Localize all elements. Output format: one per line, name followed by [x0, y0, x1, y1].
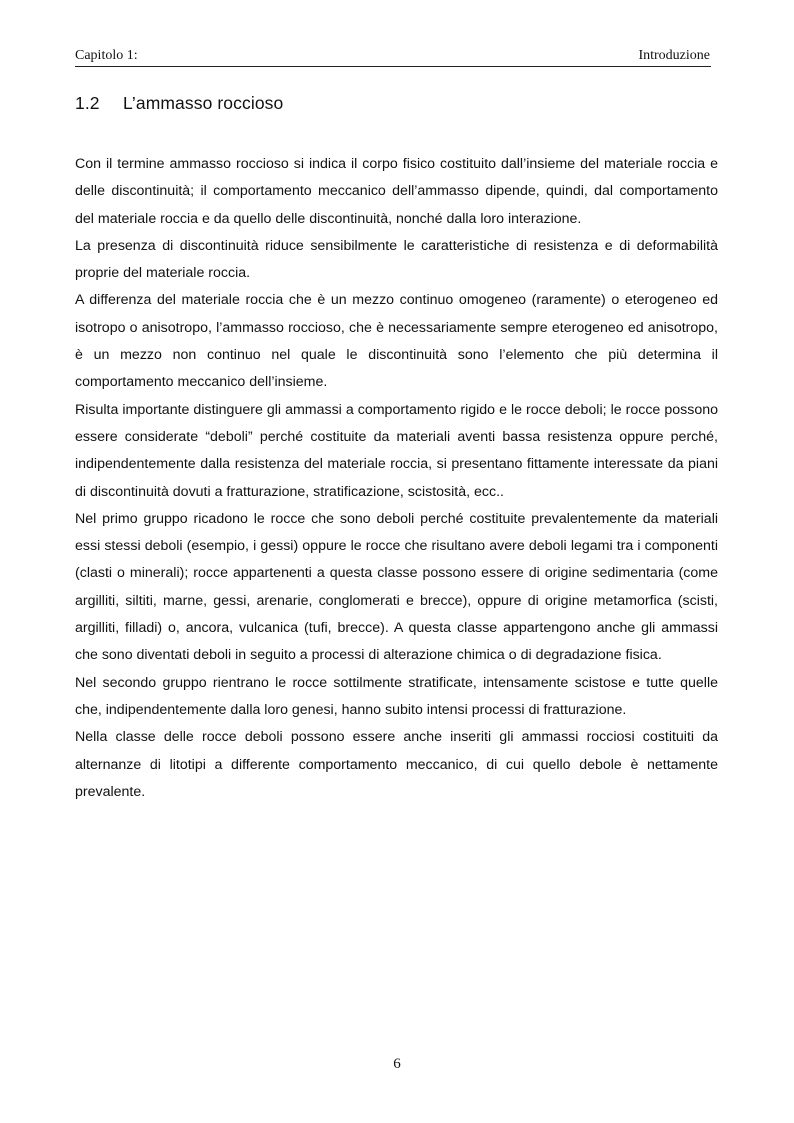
paragraph: Nel primo gruppo ricadono le rocce che sono deboli perché costituite prevalentemente da materiali essi stessi deboli (esempio, i gessi) oppure le rocce che risultano avere deboli legami tra i componenti (clasti o minerali); rocce appartenenti a questa classe possono essere di origine sedimentaria (come argilliti, siltiti, marne, gessi, arenarie, conglomerati e brecce), oppure di origine metamorfica (scisti, argilliti, filladi) o, ancora, vulcanica (tufi, brecce). A questa classe appartengono anche gli ammassi che sono diventati deboli in seguito a processi di alterazione chimica o di degradazione fisica.: [75, 510, 718, 664]
header-topic: Introduzione: [638, 48, 710, 63]
page-number: 6: [393, 1056, 401, 1072]
paragraph: Nella classe delle rocce deboli possono essere anche inseriti gli ammassi rocciosi costituiti da alternanze di litotipi a differente comportamento meccanico, di cui quello debole è nettamente prevalente.: [75, 729, 718, 800]
section-title: L’ammasso roccioso: [123, 93, 284, 113]
paragraph: Risulta importante distinguere gli ammassi a comportamento rigido e le rocce deboli; le rocce possono essere considerate “deboli” perché costituite da materiali aventi bassa resistenza oppure perché, indipendentemente dalla resistenza del materiale roccia, si presentano fittamente interessate da piani di discontinuità dovuti a fratturazione, stratificazione, scistosità, ecc..: [75, 401, 718, 500]
paragraph: Nel secondo gruppo rientrano le rocce sottilmente stratificate, intensamente scistose e tutte quelle che, indipendentemente dalla loro genesi, hanno subito intensi processi di fratturazione.: [75, 674, 718, 718]
running-header: [75, 48, 711, 67]
section-heading: [75, 93, 283, 114]
header-chapter: Capitolo 1:: [75, 48, 138, 63]
paragraph: A differenza del materiale roccia che è un mezzo continuo omogeneo (raramente) o eterogeneo ed isotropo o anisotropo, l’ammasso roccioso, che è necessariamente sempre eterogeneo ed anisotropo, è un mezzo non continuo nel quale le discontinuità sono l’elemento che più determina il comportamento meccanico dell’insieme.: [75, 292, 718, 391]
paragraph: La presenza di discontinuità riduce sensibilmente le caratteristiche di resistenza e di deformabilità proprie del materiale roccia.: [75, 237, 718, 282]
body-text: [75, 151, 718, 806]
section-number: 1.2: [75, 93, 100, 113]
paragraph: Con il termine ammasso roccioso si indica il corpo fisico costituito dall’insieme del materiale roccia e delle discontinuità; il comportamento meccanico dell’ammasso dipende, quindi, dal comportamento del materiale roccia e da quello delle discontinuità, nonché dalla loro interazione.: [75, 156, 718, 227]
